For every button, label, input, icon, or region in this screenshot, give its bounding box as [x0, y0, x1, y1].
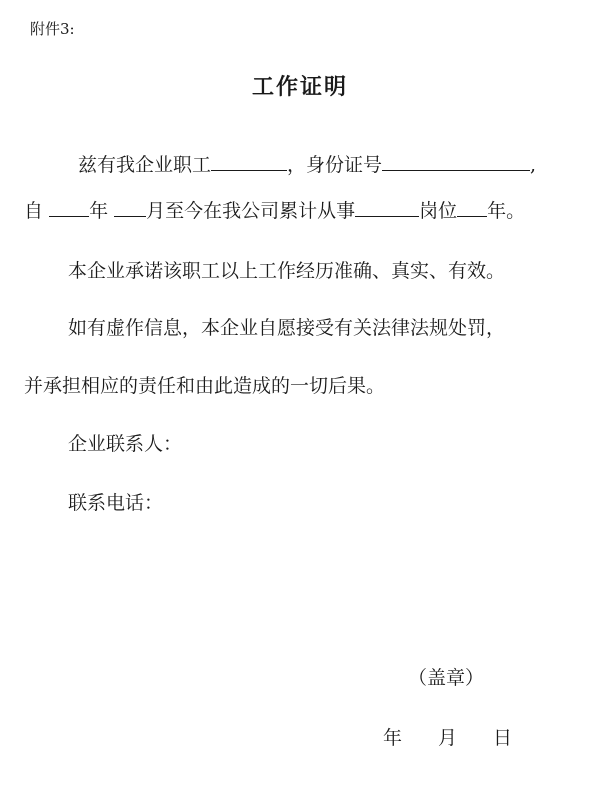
years-label: 年。 [487, 200, 526, 222]
attachment-label: 附件3: [30, 20, 75, 38]
contact-phone-label: 联系电话： [68, 492, 164, 514]
date-line [383, 725, 512, 751]
month-to-present-text: 月至今在我公司累计从事 [146, 200, 356, 222]
contact-person-label: 企业联系人： [68, 433, 183, 455]
date-month: 月 [438, 727, 458, 749]
id-number-blank [382, 152, 530, 171]
document-title: 工作证明 [251, 74, 348, 100]
stamp-label: （盖章） [408, 667, 485, 689]
date-day: 日 [493, 727, 513, 749]
from-label: 自 [24, 200, 44, 222]
liability-text: 并承担相应的责任和由此造成的一切后果。 [24, 375, 386, 397]
id-number-label: ，身份证号 [287, 154, 383, 176]
position-blank [355, 198, 419, 217]
commitment-text: 本企业承诺该职工以上工作经历准确、真实、有效。 [68, 260, 506, 282]
employee-name-blank [211, 152, 287, 171]
start-year-blank [49, 198, 89, 217]
penalty-text: 如有虚作信息，本企业自愿接受有关法律法规处罚， [68, 317, 506, 339]
position-label: 岗位 [419, 200, 458, 222]
year-label: 年 [89, 200, 109, 222]
employment-period-line [24, 198, 525, 224]
employee-line [78, 152, 536, 178]
date-year: 年 [383, 727, 403, 749]
start-month-blank [114, 198, 146, 217]
line1-comma: , [530, 154, 537, 176]
years-blank [457, 198, 487, 217]
employee-intro-text: 兹有我企业职工 [78, 154, 212, 176]
